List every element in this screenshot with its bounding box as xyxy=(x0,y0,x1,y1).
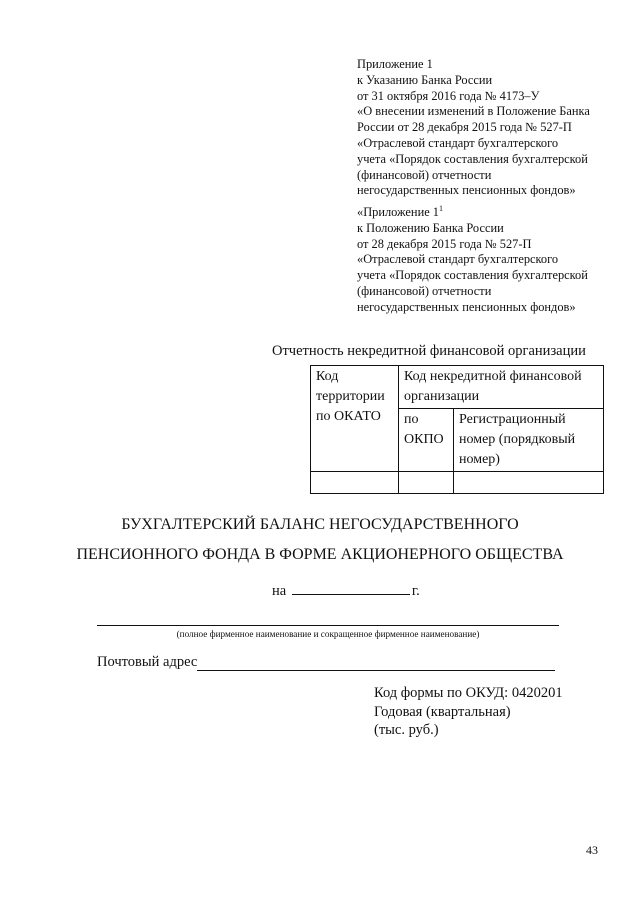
appendix-line: от 28 декабря 2015 года № 527-П xyxy=(357,236,532,251)
appendix-line: негосударственных пенсионных фондов» xyxy=(357,299,576,314)
appendix-line: от 31 октября 2016 года № 4173–У xyxy=(357,88,540,103)
report-date-line xyxy=(272,582,420,600)
report-title: Отчетность некредитной финансовой организации xyxy=(272,343,586,359)
company-name-caption: (полное фирменное наименование и сокращенное фирменное наименование) xyxy=(176,629,480,639)
date-prefix: на xyxy=(272,583,287,599)
form-info xyxy=(374,684,563,740)
org-code-header: Код некредитной финансовой организации xyxy=(399,366,604,409)
okpo-value-cell[interactable] xyxy=(399,472,454,494)
date-suffix: г. xyxy=(411,583,420,599)
main-title xyxy=(0,510,640,570)
appendix-1-header xyxy=(357,57,590,199)
okud-code: Код формы по ОКУД: 0420201 xyxy=(374,685,563,701)
appendix-line: (финансовой) отчетности xyxy=(357,283,492,298)
appendix-line: «Отраслевой стандарт бухгалтерского xyxy=(357,135,559,150)
appendix-1-1-header xyxy=(357,205,588,316)
appendix-superscript: 1 xyxy=(439,204,443,213)
main-title-line-1: БУХГАЛТЕРСКИЙ БАЛАНС НЕГОСУДАРСТВЕННОГО xyxy=(121,516,519,533)
postal-address-label: Почтовый адрес xyxy=(97,654,198,670)
date-blank-field[interactable] xyxy=(292,582,410,595)
report-period: Годовая (квартальная) xyxy=(374,703,511,720)
appendix-line: учета «Порядок составления бухгалтерской xyxy=(357,151,588,166)
appendix-title-line xyxy=(357,205,588,221)
appendix-line: (финансовой) отчетности xyxy=(357,167,492,182)
appendix-line: «Отраслевой стандарт бухгалтерского xyxy=(357,252,559,267)
codes-table xyxy=(310,365,604,494)
reg-number-value-cell[interactable] xyxy=(454,472,604,494)
okpo-header: по ОКПО xyxy=(399,409,454,472)
appendix-line: «О внесении изменений в Положение Банка xyxy=(357,104,590,119)
postal-address-line xyxy=(97,654,555,671)
appendix-title: «Приложение 1 xyxy=(357,205,439,219)
appendix-line: к Положению Банка России xyxy=(357,220,504,235)
appendix-line: учета «Порядок составления бухгалтерской xyxy=(357,268,588,283)
okato-value-cell[interactable] xyxy=(311,472,399,494)
appendix-line: негосударственных пенсионных фондов» xyxy=(357,183,576,198)
okato-header: Код территории по ОКАТО xyxy=(311,366,399,472)
reg-number-header: Регистрационный номер (порядковый номер) xyxy=(454,409,604,472)
appendix-line: России от 28 декабря 2015 года № 527-П xyxy=(357,120,572,135)
appendix-line: Приложение 1 xyxy=(357,57,433,71)
appendix-line: к Указанию Банка России xyxy=(357,72,493,87)
postal-address-field[interactable] xyxy=(197,656,555,671)
main-title-line-2: ПЕНСИОННОГО ФОНДА В ФОРМЕ АКЦИОНЕРНОГО ОБЩЕСТВА xyxy=(76,546,564,563)
page-number: 43 xyxy=(586,843,598,857)
report-units: (тыс. руб.) xyxy=(374,722,439,738)
company-name-field[interactable] xyxy=(97,625,559,626)
